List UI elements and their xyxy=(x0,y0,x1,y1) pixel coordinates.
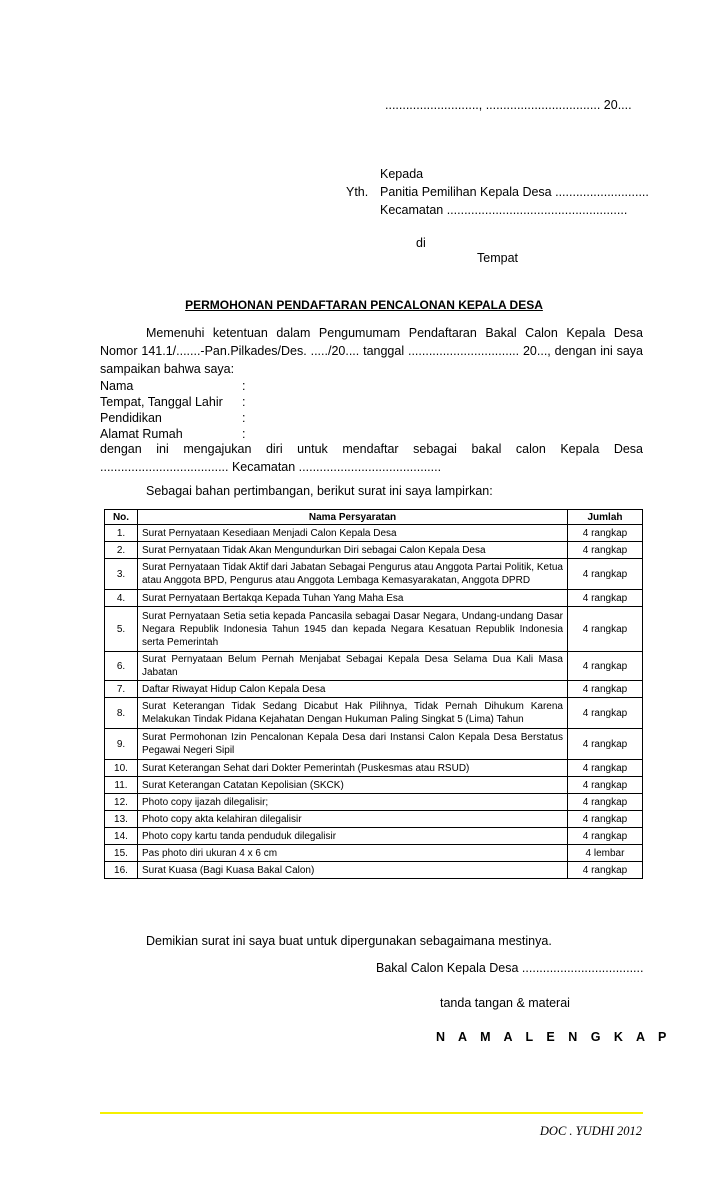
row-no: 12. xyxy=(105,794,138,811)
table-row xyxy=(105,828,643,845)
header-no: No. xyxy=(105,510,138,525)
row-name: Surat Keterangan Tidak Sedang Dicabut Hak Pilihnya, Tidak Pernah Dihukum Karena Melakukan Tindak Pidana Kejahatan Dengan Hukuman Paling Singkat 5 (Lima) Tahun xyxy=(138,698,568,729)
row-qty: 4 rangkap xyxy=(568,828,643,845)
row-name: Surat Pernyataan Tidak Akan Mengundurkan Diri sebagai Calon Kepala Desa xyxy=(138,542,568,559)
recipient-district-line: Kecamatan .................................................... xyxy=(380,203,628,217)
table-header-row xyxy=(105,510,643,525)
row-name: Surat Pernyataan Setia setia kepada Pancasila sebagai Dasar Negara, Undang-undang Dasar Negara Republik Indonesia Tahun 1945 dan kepada Negara Kesatuan Republik Indonesia serta Pemerintah xyxy=(138,607,568,652)
row-qty: 4 rangkap xyxy=(568,590,643,607)
date-line: ..........................., ................................. 20.... xyxy=(385,98,632,112)
row-no: 1. xyxy=(105,525,138,542)
field-label: Alamat Rumah xyxy=(100,427,183,441)
row-no: 4. xyxy=(105,590,138,607)
row-name: Surat Permohonan Izin Pencalonan Kepala Desa dari Instansi Calon Kepala Desa Berstatus Pegawai Negeri Sipil xyxy=(138,729,568,760)
row-name: Surat Kuasa (Bagi Kuasa Bakal Calon) xyxy=(138,862,568,879)
signature-role: Bakal Calon Kepala Desa ................................... xyxy=(376,961,644,975)
row-qty: 4 rangkap xyxy=(568,542,643,559)
field-colon: : xyxy=(242,379,246,393)
table-row xyxy=(105,525,643,542)
row-no: 13. xyxy=(105,811,138,828)
row-qty: 4 rangkap xyxy=(568,525,643,542)
header-name: Nama Persyaratan xyxy=(138,510,568,525)
row-qty: 4 lembar xyxy=(568,845,643,862)
recipient-line: Panitia Pemilihan Kepala Desa ........................... xyxy=(380,185,649,199)
closing-sentence: Demikian surat ini saya buat untuk dipergunakan sebagaimana mestinya. xyxy=(146,934,552,948)
row-name: Photo copy ijazah dilegalisir; xyxy=(138,794,568,811)
table-row xyxy=(105,729,643,760)
attachments-intro: Sebagai bahan pertimbangan, berikut surat ini saya lampirkan: xyxy=(146,484,493,498)
row-no: 10. xyxy=(105,760,138,777)
footer-divider xyxy=(100,1112,643,1114)
intro-paragraph: Memenuhi ketentuan dalam Pengumumam Pendaftaran Bakal Calon Kepala Desa Nomor 141.1/.......-Pan.Pilkades/Des. ...../20.... tanggal ................................ 20..., dengan ini saya sampaikan bahwa saya: xyxy=(100,326,643,376)
signature-name-placeholder: N A M A L E N G K A P xyxy=(436,1030,672,1044)
row-no: 3. xyxy=(105,559,138,590)
table-row xyxy=(105,607,643,652)
row-no: 9. xyxy=(105,729,138,760)
di-label: di xyxy=(416,236,426,250)
table-row xyxy=(105,698,643,729)
signature-stamp-note: tanda tangan & materai xyxy=(440,996,570,1010)
row-name: Surat Pernyataan Bertakqa Kepada Tuhan Yang Maha Esa xyxy=(138,590,568,607)
row-name: Pas photo diri ukuran 4 x 6 cm xyxy=(138,845,568,862)
row-name: Surat Pernyataan Tidak Aktif dari Jabatan Sebagai Pengurus atau Anggota Partai Politik, Ketua atau Anggota BPD, Pengurus atau Anggota Lembaga Kemasyarakatan, Anggota DPRD xyxy=(138,559,568,590)
row-name: Surat Keterangan Sehat dari Dokter Pemerintah (Puskesmas atau RSUD) xyxy=(138,760,568,777)
field-colon: : xyxy=(242,395,246,409)
header-qty: Jumlah xyxy=(568,510,643,525)
row-name: Photo copy akta kelahiran dilegalisir xyxy=(138,811,568,828)
row-no: 15. xyxy=(105,845,138,862)
table-row xyxy=(105,559,643,590)
table-row xyxy=(105,542,643,559)
table-row xyxy=(105,777,643,794)
row-qty: 4 rangkap xyxy=(568,607,643,652)
field-label: Pendidikan xyxy=(100,411,162,425)
statement-paragraph: dengan ini mengajukan diri untuk mendaftar sebagai bakal calon Kepala Desa ..................................... Kecamatan ......................................... xyxy=(100,442,643,474)
table-row xyxy=(105,862,643,879)
row-no: 11. xyxy=(105,777,138,794)
row-no: 5. xyxy=(105,607,138,652)
row-no: 14. xyxy=(105,828,138,845)
row-qty: 4 rangkap xyxy=(568,777,643,794)
field-colon: : xyxy=(242,427,246,441)
row-qty: 4 rangkap xyxy=(568,760,643,777)
row-name: Daftar Riwayat Hidup Calon Kepala Desa xyxy=(138,681,568,698)
row-name: Surat Pernyataan Belum Pernah Menjabat Sebagai Kepala Desa Selama Dua Kali Masa Jabatan xyxy=(138,652,568,681)
requirements-table xyxy=(104,509,643,879)
field-label: Tempat, Tanggal Lahir xyxy=(100,395,223,409)
table-row xyxy=(105,811,643,828)
row-no: 6. xyxy=(105,652,138,681)
field-colon: : xyxy=(242,411,246,425)
table-row xyxy=(105,590,643,607)
row-no: 16. xyxy=(105,862,138,879)
row-name: Surat Pernyataan Kesediaan Menjadi Calon Kepala Desa xyxy=(138,525,568,542)
row-qty: 4 rangkap xyxy=(568,681,643,698)
table-row xyxy=(105,681,643,698)
kepada-label: Kepada xyxy=(380,167,424,181)
row-name: Surat Keterangan Catatan Kepolisian (SKCK) xyxy=(138,777,568,794)
tempat-label: Tempat xyxy=(477,251,518,265)
table-row xyxy=(105,760,643,777)
table-row xyxy=(105,845,643,862)
field-label: Nama xyxy=(100,379,134,393)
row-qty: 4 rangkap xyxy=(568,729,643,760)
table-row xyxy=(105,794,643,811)
yth-label: Yth. xyxy=(346,185,369,199)
row-qty: 4 rangkap xyxy=(568,698,643,729)
row-qty: 4 rangkap xyxy=(568,811,643,828)
row-qty: 4 rangkap xyxy=(568,652,643,681)
row-name: Photo copy kartu tanda penduduk dilegalisir xyxy=(138,828,568,845)
footer-doc-label: DOC . YUDHI 2012 xyxy=(539,1124,642,1138)
row-qty: 4 rangkap xyxy=(568,559,643,590)
row-no: 7. xyxy=(105,681,138,698)
row-qty: 4 rangkap xyxy=(568,862,643,879)
row-no: 8. xyxy=(105,698,138,729)
row-no: 2. xyxy=(105,542,138,559)
document-title: PERMOHONAN PENDAFTARAN PENCALONAN KEPALA DESA xyxy=(185,298,543,312)
table-row xyxy=(105,652,643,681)
row-qty: 4 rangkap xyxy=(568,794,643,811)
